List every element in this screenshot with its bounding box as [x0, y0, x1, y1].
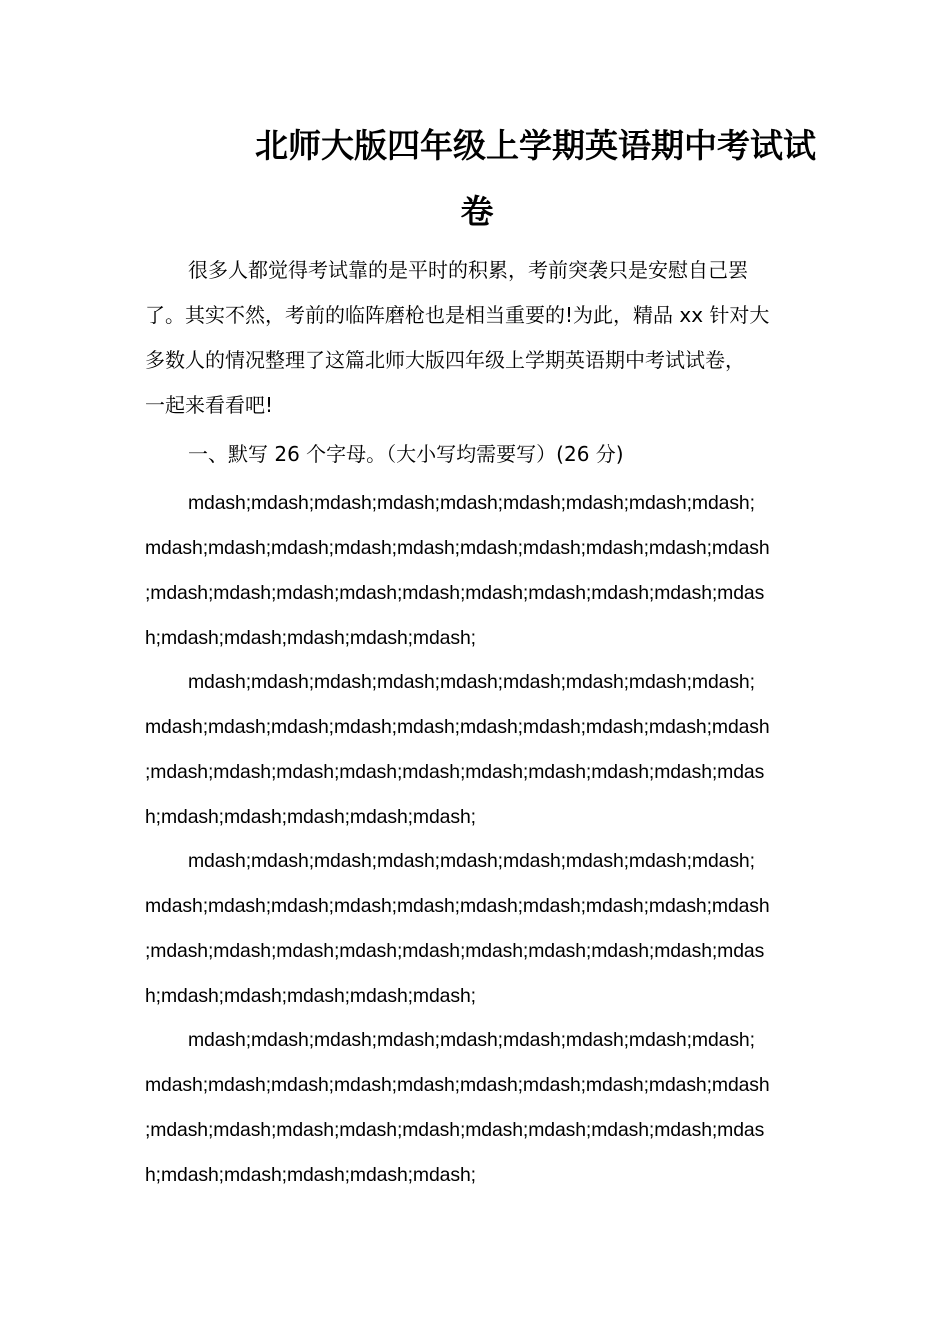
answer-blank-line: h;mdash;mdash;mdash;mdash;mdash;: [145, 1164, 476, 1186]
answer-blank-line: ;mdash;mdash;mdash;mdash;mdash;mdash;mdash;mdash;mdash;mdas: [145, 582, 765, 604]
intro-line: 很多人都觉得考试靠的是平时的积累，考前突袭只是安慰自己罢: [188, 258, 748, 282]
document-title-line-1: 北师大版四年级上学期英语期中考试试: [255, 126, 816, 165]
answer-blank-line: h;mdash;mdash;mdash;mdash;mdash;: [145, 806, 476, 828]
document-title-line-2: 卷: [460, 192, 494, 231]
section-heading: 一、默写 26 个字母。（大小写均需要写）(26 分): [188, 442, 624, 466]
answer-blank-line: mdash;mdash;mdash;mdash;mdash;mdash;mdash;mdash;mdash;: [188, 671, 755, 693]
answer-blank-line: mdash;mdash;mdash;mdash;mdash;mdash;mdash;mdash;mdash;mdash: [145, 537, 770, 559]
answer-blank-line: ;mdash;mdash;mdash;mdash;mdash;mdash;mdash;mdash;mdash;mdas: [145, 1119, 765, 1141]
answer-blank-line: mdash;mdash;mdash;mdash;mdash;mdash;mdash;mdash;mdash;mdash: [145, 1074, 770, 1096]
intro-line: 了。其实不然，考前的临阵磨枪也是相当重要的!为此，精品 xx 针对大: [145, 303, 770, 327]
answer-blank-line: h;mdash;mdash;mdash;mdash;mdash;: [145, 627, 476, 649]
answer-blank-line: mdash;mdash;mdash;mdash;mdash;mdash;mdash;mdash;mdash;: [188, 850, 755, 872]
answer-blank-line: mdash;mdash;mdash;mdash;mdash;mdash;mdash;mdash;mdash;: [188, 1029, 755, 1051]
intro-line: 一起来看看吧!: [145, 393, 274, 417]
answer-blank-line: h;mdash;mdash;mdash;mdash;mdash;: [145, 985, 476, 1007]
answer-blank-line: mdash;mdash;mdash;mdash;mdash;mdash;mdash;mdash;mdash;: [188, 492, 755, 514]
answer-blank-line: mdash;mdash;mdash;mdash;mdash;mdash;mdash;mdash;mdash;mdash: [145, 895, 770, 917]
answer-blank-line: mdash;mdash;mdash;mdash;mdash;mdash;mdash;mdash;mdash;mdash: [145, 716, 770, 738]
answer-blank-line: ;mdash;mdash;mdash;mdash;mdash;mdash;mdash;mdash;mdash;mdas: [145, 761, 765, 783]
intro-line: 多数人的情况整理了这篇北师大版四年级上学期英语期中考试试卷，: [145, 348, 745, 372]
answer-blank-line: ;mdash;mdash;mdash;mdash;mdash;mdash;mdash;mdash;mdash;mdas: [145, 940, 765, 962]
